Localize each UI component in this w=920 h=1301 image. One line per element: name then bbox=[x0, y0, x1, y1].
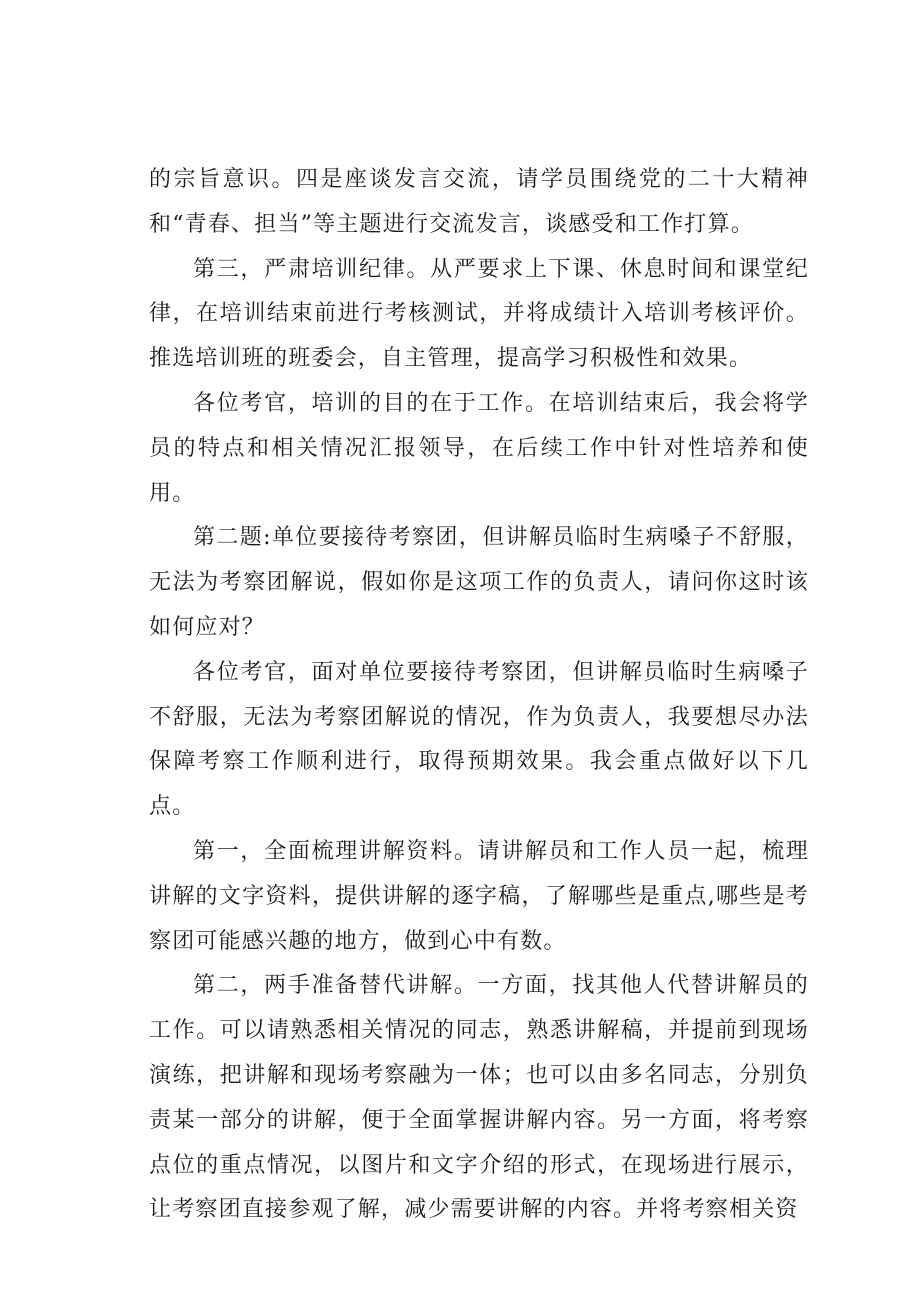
paragraph-training-purpose: 各位考官，培训的目的在于工作。在培训结束后，我会将学员的特点和相关情况汇报领导，在后续工作中针对性培养和使用。 bbox=[149, 390, 809, 506]
paragraph-training-discipline: 第三，严肃培训纪律。从严要求上下课、休息时间和课堂纪律，在培训结束前进行考核测试，并将成绩计入培训考核评价。推选培训班的班委会，自主管理，提高学习积极性和效果。 bbox=[149, 256, 809, 372]
paragraph-question-two: 第二题:单位要接待考察团，但讲解员临时生病嗓子不舒服，无法为考察团解说，假如你是这项工作的负责人，请问你这时该如何应对？ bbox=[149, 525, 809, 640]
paragraph-continuation: 的宗旨意识。四是座谈发言交流，请学员围绕党的二十大精神和“青春、担当”等主题进行交流发言，谈感受和工作打算。 bbox=[149, 167, 809, 237]
paragraph-point-two: 第二，两手准备替代讲解。一方面，找其他人代替讲解员的工作。可以请熟悉相关情况的同志，熟悉讲解稿，并提前到现场演练，把讲解和现场考察融为一体；也可以由多名同志，分别负责某一部分的讲解，便于全面掌握讲解内容。另一方面，将考察点位的重点情况，以图片和文字介绍的形式，在现场进行展示，让考察团直接参观了解，减少需要讲解的内容。并将考察相关资 bbox=[149, 973, 809, 1223]
document-body bbox=[149, 158, 809, 1233]
paragraph-point-one: 第一，全面梳理讲解资料。请讲解员和工作人员一起，梳理讲解的文字资料，提供讲解的逐字稿，了解哪些是重点,哪些是考察团可能感兴趣的地方，做到心中有数。 bbox=[149, 838, 809, 954]
paragraph-answer-intro: 各位考官，面对单位要接待考察团，但讲解员临时生病嗓子不舒服，无法为考察团解说的情况，作为负责人，我要想尽办法保障考察工作顺利进行，取得预期效果。我会重点做好以下几点。 bbox=[149, 659, 809, 820]
